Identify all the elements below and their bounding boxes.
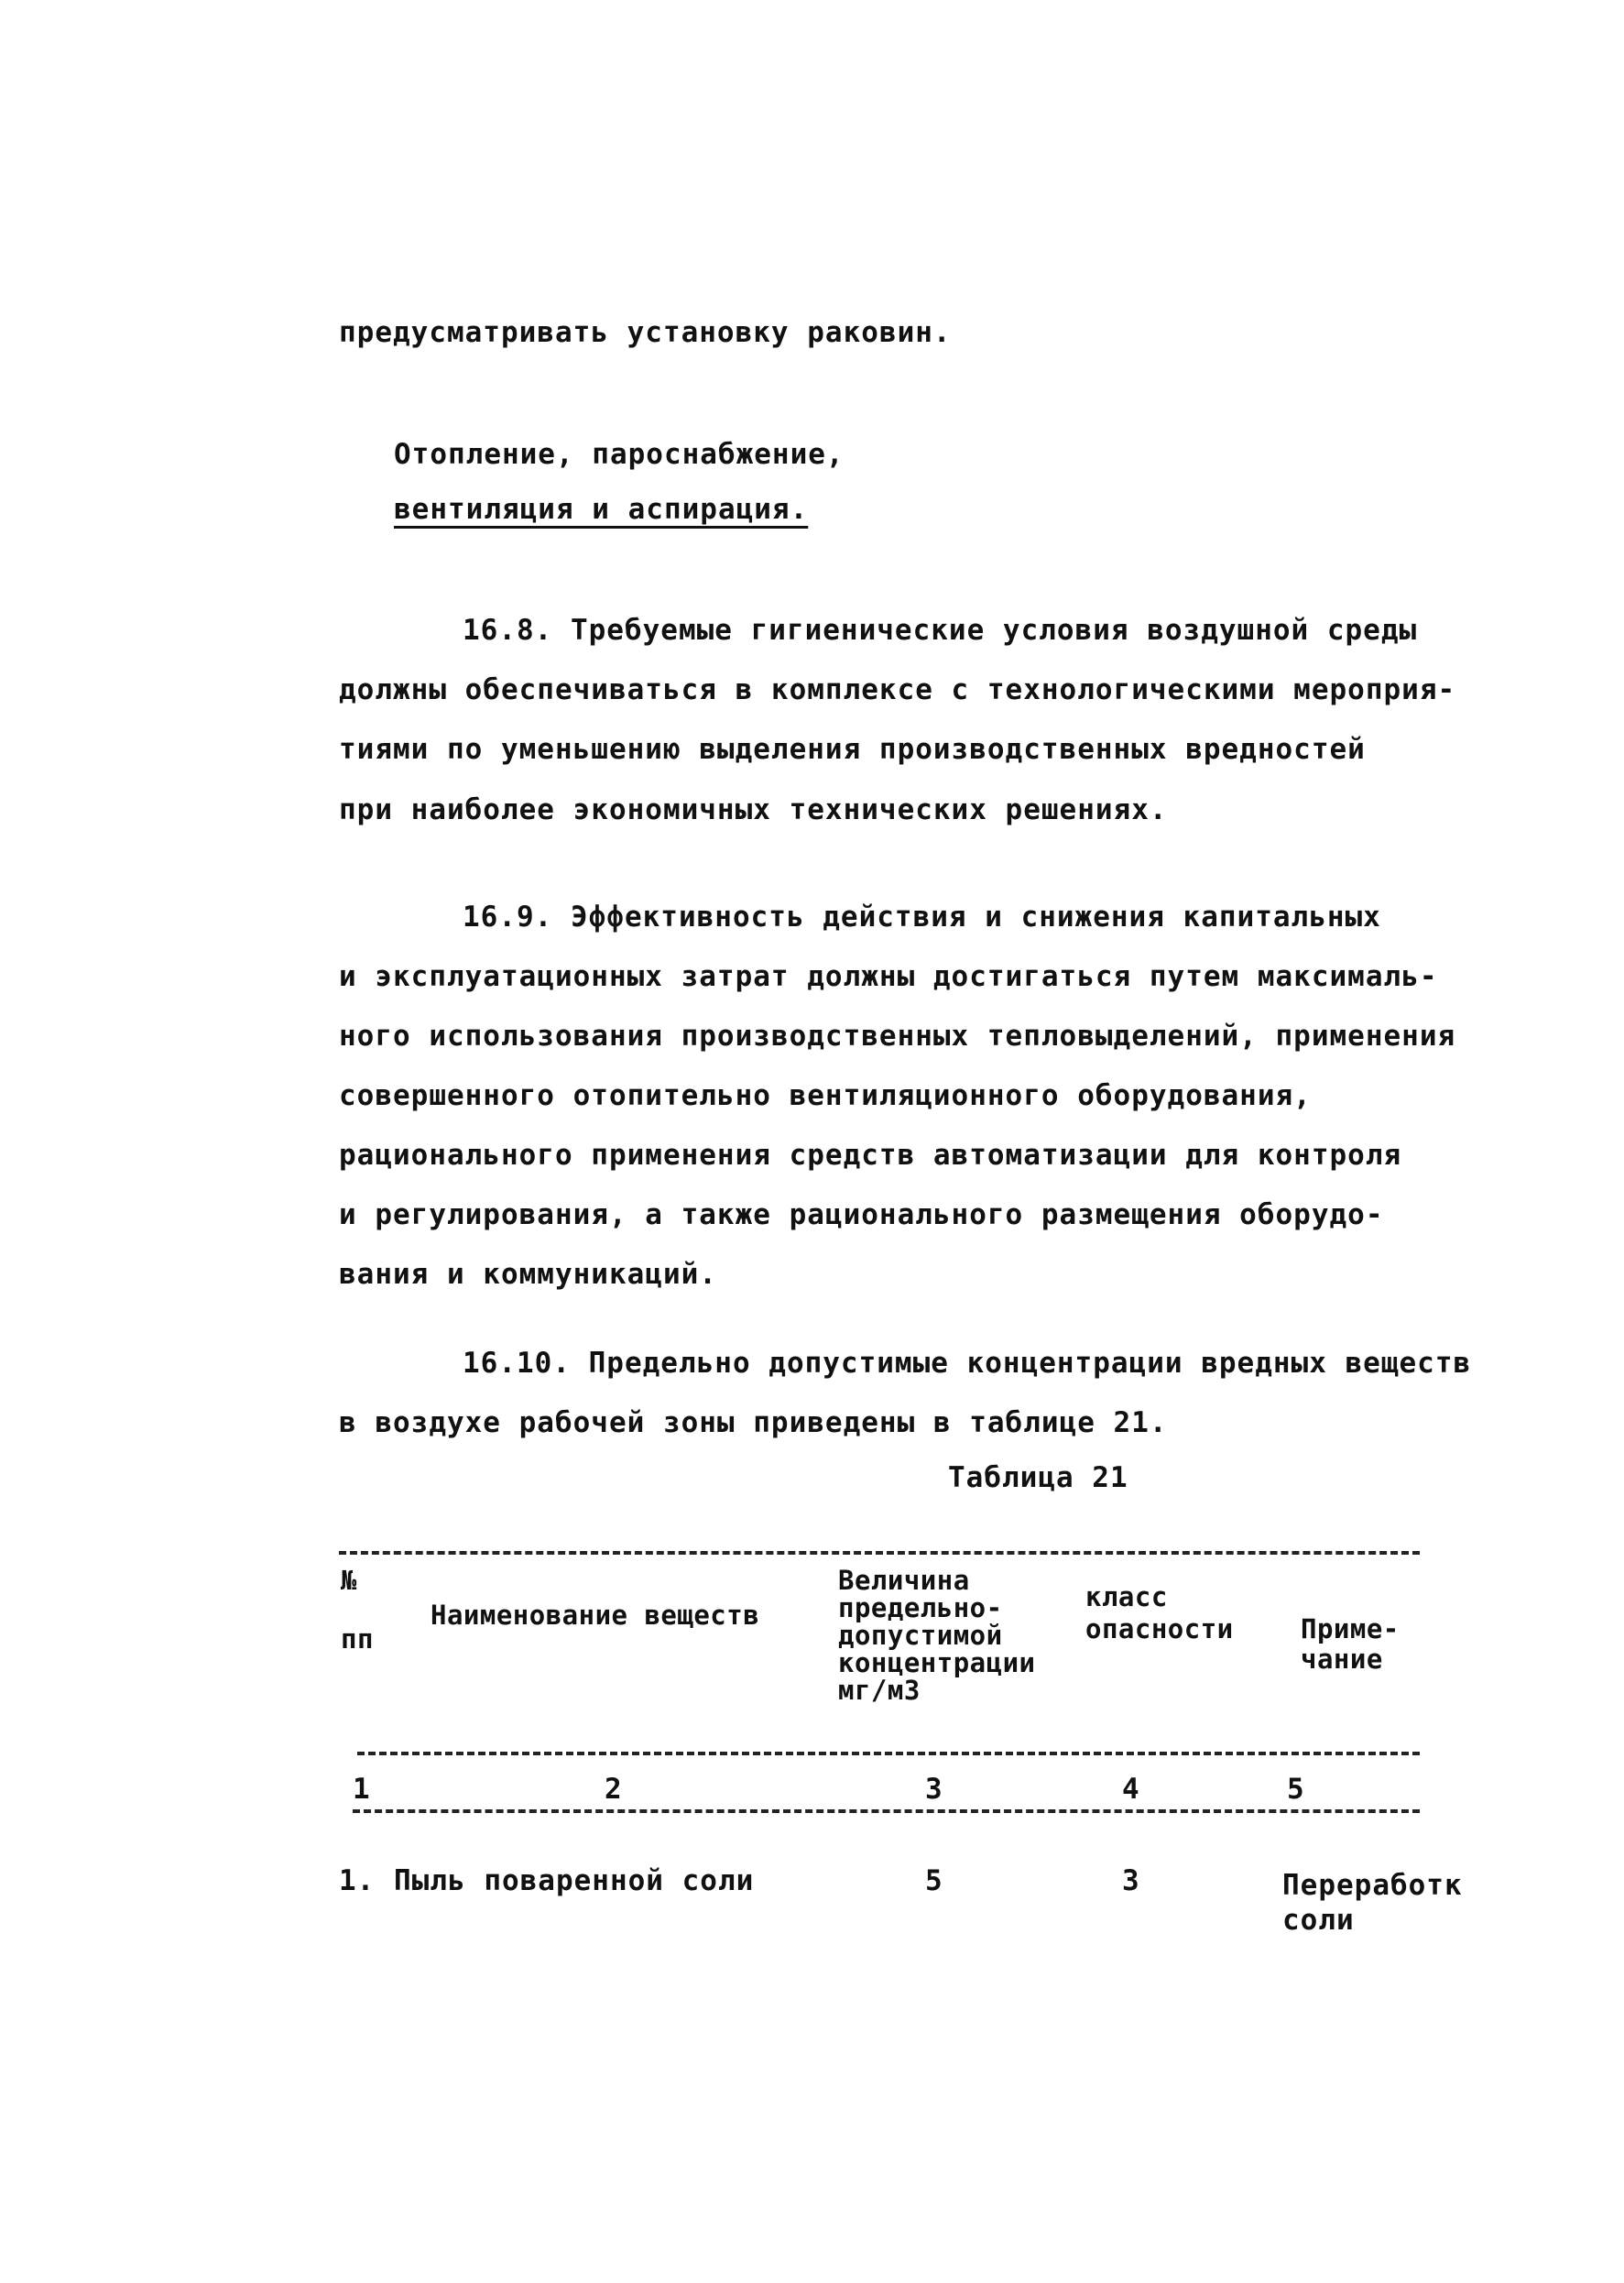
row-1-value: 5 xyxy=(925,1864,943,1897)
paragraph-16-8-line-4: при наиболее экономичных технических решениях. xyxy=(339,793,1168,826)
paragraph-16-8-line-2: должны обеспечиваться в комплексе с технологическими мероприя- xyxy=(339,673,1456,706)
intro-line: предусматривать установку раковин. xyxy=(339,316,952,349)
paragraph-16-8-line-1: 16.8. Требуемые гигиенические условия воздушной среды xyxy=(463,614,1418,647)
header-value-2: предельно- xyxy=(838,1592,1003,1623)
header-note-2: чание xyxy=(1301,1644,1383,1675)
column-number-4: 4 xyxy=(1122,1773,1139,1806)
paragraph-16-9-line-4: совершенного отопительно вентиляционного оборудования, xyxy=(339,1079,1312,1112)
paragraph-16-9-line-5: рационального применения средств автоматизации для контроля xyxy=(339,1139,1402,1172)
header-value-4: концентрации xyxy=(838,1647,1036,1678)
column-number-2: 2 xyxy=(605,1773,622,1806)
table-caption: Таблица 21 xyxy=(948,1461,1128,1494)
header-value-5: мг/м3 xyxy=(838,1675,921,1706)
paragraph-16-9-line-7: вания и коммуникаций. xyxy=(339,1258,717,1291)
table-header-rule xyxy=(357,1752,1420,1755)
header-num-2: пп xyxy=(341,1623,374,1655)
header-class-1: класс xyxy=(1085,1581,1168,1612)
header-name: Наименование веществ xyxy=(431,1600,760,1631)
paragraph-16-9-line-1: 16.9. Эффективность действия и снижения капитальных xyxy=(463,901,1381,934)
header-value-3: допустимой xyxy=(838,1620,1003,1651)
paragraph-16-9-line-3: ного использования производственных тепловыделений, применения xyxy=(339,1020,1456,1053)
header-note-1: Приме- xyxy=(1301,1613,1400,1644)
column-number-3: 3 xyxy=(925,1773,943,1806)
section-heading-line-2: вентиляция и аспирация. xyxy=(394,493,809,526)
paragraph-16-10-line-2: в воздухе рабочей зоны приведены в таблице 21. xyxy=(339,1406,1168,1439)
row-1-note-2: соли xyxy=(1282,1904,1355,1937)
table-column-number-rule xyxy=(353,1809,1420,1813)
row-1-num: 1. xyxy=(339,1864,376,1897)
row-1-class: 3 xyxy=(1122,1864,1140,1897)
column-number-1: 1 xyxy=(353,1773,370,1806)
header-class-2: опасности xyxy=(1085,1613,1234,1644)
paragraph-16-9-line-6: и регулирования, а также рационального размещения оборудо- xyxy=(339,1198,1384,1231)
header-num-1: № xyxy=(341,1565,357,1596)
paragraph-16-8-line-3: тиями по уменьшению выделения производственных вредностей xyxy=(339,733,1366,766)
column-number-5: 5 xyxy=(1287,1773,1304,1806)
paragraph-16-10-line-1: 16.10. Предельно допустимые концентрации вредных веществ xyxy=(463,1347,1472,1380)
row-1-name: Пыль поваренной соли xyxy=(394,1864,755,1897)
paragraph-16-9-line-2: и эксплуатационных затрат должны достигаться путем максималь- xyxy=(339,960,1438,993)
section-heading-line-1: Отопление, пароснабжение, xyxy=(394,438,845,471)
table-top-rule xyxy=(339,1551,1420,1555)
row-1-note-1: Переработк xyxy=(1282,1869,1463,1902)
header-value-1: Величина xyxy=(838,1565,970,1596)
